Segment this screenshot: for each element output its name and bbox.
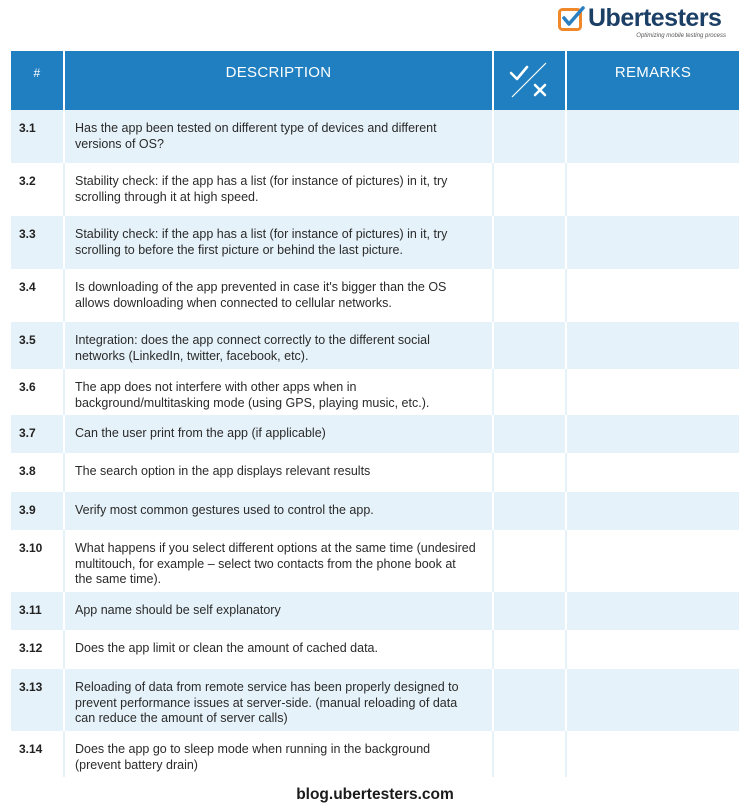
row-number: 3.4 [11,269,64,322]
row-check-cell[interactable] [493,163,566,216]
row-remarks-cell[interactable] [566,415,739,453]
row-check-cell[interactable] [493,415,566,453]
row-check-cell[interactable] [493,322,566,369]
header-description: DESCRIPTION [64,51,493,110]
row-number: 3.12 [11,630,64,669]
row-number: 3.8 [11,453,64,492]
table-row [11,415,739,453]
row-description: Can the user print from the app (if applicable) [64,415,493,453]
row-description: Stability check: if the app has a list (for instance of pictures) in it, try scrolling through it at high speed. [64,163,493,216]
check-cross-icon [506,59,554,103]
table-row [11,630,739,669]
row-check-cell[interactable] [493,369,566,415]
table-row [11,110,739,163]
row-number: 3.14 [11,731,64,777]
row-description: What happens if you select different options at the same time (undesired multitouch, for example – select two contacts from the phone book at the same time). [64,530,493,592]
table-row [11,453,739,492]
table-row [11,163,739,216]
row-check-cell[interactable] [493,630,566,669]
row-remarks-cell[interactable] [566,492,739,530]
row-number: 3.10 [11,530,64,592]
footer-url: blog.ubertesters.com [296,786,454,803]
table-row [11,492,739,530]
row-number: 3.3 [11,216,64,269]
table-row [11,322,739,369]
row-description: Is downloading of the app prevented in case it's bigger than the OS allows downloading when connected to cellular networks. [64,269,493,322]
row-number: 3.9 [11,492,64,530]
table-row [11,731,739,777]
table-row [11,269,739,322]
row-remarks-cell[interactable] [566,731,739,777]
row-description: The app does not interfere with other apps when in background/multitasking mode (using GPS, playing music, etc.). [64,369,493,415]
header-check [493,51,566,110]
row-description: Does the app limit or clean the amount of cached data. [64,630,493,669]
table-row [11,530,739,592]
brand-tagline: Optimizing mobile testing process [636,33,726,39]
header-number: # [11,51,64,110]
row-remarks-cell[interactable] [566,369,739,415]
row-description: App name should be self explanatory [64,592,493,630]
row-number: 3.7 [11,415,64,453]
row-number: 3.11 [11,592,64,630]
row-description: The search option in the app displays relevant results [64,453,493,492]
row-remarks-cell[interactable] [566,163,739,216]
row-description: Verify most common gestures used to control the app. [64,492,493,530]
row-number: 3.6 [11,369,64,415]
brand-logo [558,4,728,44]
row-remarks-cell[interactable] [566,216,739,269]
row-description: Reloading of data from remote service has been properly designed to prevent performance issues at server-side. (manual reloading of data can reduce the amount of server calls) [64,669,493,731]
row-number: 3.5 [11,322,64,369]
table-row [11,216,739,269]
row-remarks-cell[interactable] [566,630,739,669]
table-header-row [11,51,739,110]
row-remarks-cell[interactable] [566,269,739,322]
row-description: Has the app been tested on different type of devices and different versions of OS? [64,110,493,163]
row-description: Does the app go to sleep mode when running in the background (prevent battery drain) [64,731,493,777]
table-row [11,669,739,731]
row-check-cell[interactable] [493,453,566,492]
table-row [11,369,739,415]
row-check-cell[interactable] [493,530,566,592]
row-check-cell[interactable] [493,110,566,163]
row-number: 3.13 [11,669,64,731]
row-remarks-cell[interactable] [566,110,739,163]
checklist-table [11,51,739,777]
row-remarks-cell[interactable] [566,669,739,731]
row-check-cell[interactable] [493,731,566,777]
row-remarks-cell[interactable] [566,453,739,492]
row-check-cell[interactable] [493,592,566,630]
row-number: 3.2 [11,163,64,216]
row-description: Integration: does the app connect correctly to the different social networks (LinkedIn, twitter, facebook, etc). [64,322,493,369]
table-row [11,592,739,630]
logo-check-icon [558,6,586,32]
brand-name: Ubertesters [588,4,722,32]
row-number: 3.1 [11,110,64,163]
header-remarks: REMARKS [566,51,739,110]
row-check-cell[interactable] [493,269,566,322]
row-remarks-cell[interactable] [566,530,739,592]
row-check-cell[interactable] [493,669,566,731]
row-check-cell[interactable] [493,216,566,269]
row-description: Stability check: if the app has a list (for instance of pictures) in it, try scrolling to before the first picture or behind the last picture. [64,216,493,269]
row-remarks-cell[interactable] [566,592,739,630]
row-remarks-cell[interactable] [566,322,739,369]
row-check-cell[interactable] [493,492,566,530]
